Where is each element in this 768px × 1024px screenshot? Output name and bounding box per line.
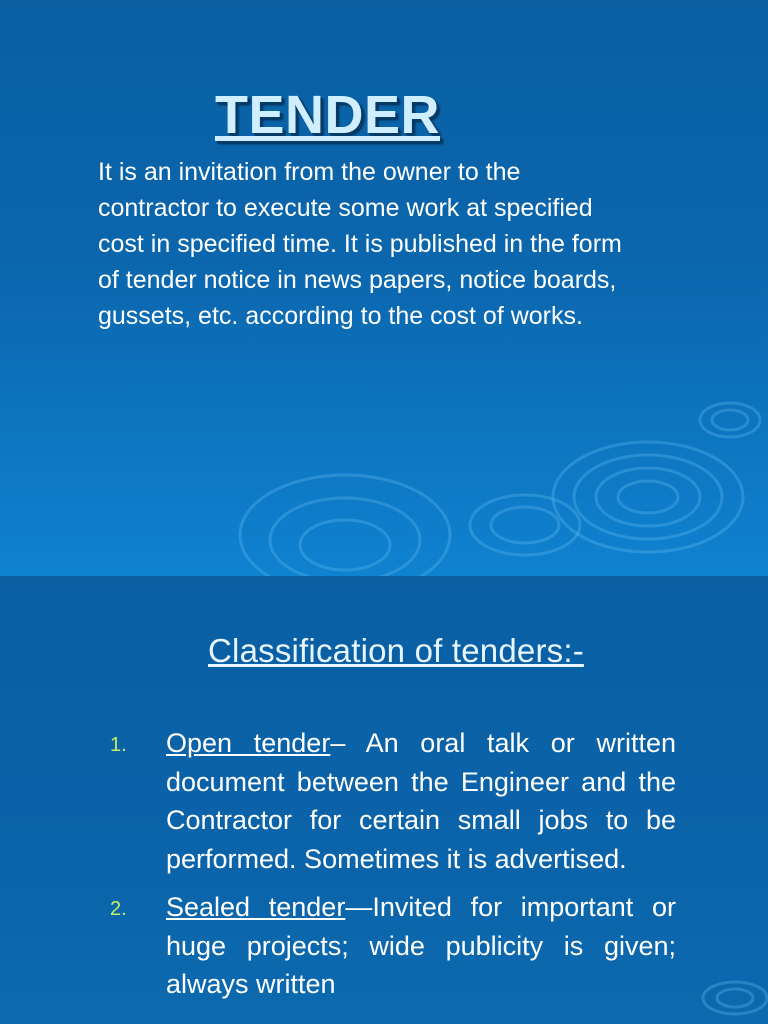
definition-paragraph: It is an invitation from the owner to the contractor to execute some work at specified cost in specified time. It is published in the form of tender notice in news papers, notice boards, gussets, etc. according to the cost of works. bbox=[98, 158, 622, 330]
list-item-text bbox=[166, 888, 676, 1004]
tender-description: —Invited for important or huge projects; wide publicity is given; always written bbox=[166, 892, 676, 999]
tender-types-list bbox=[110, 724, 676, 1014]
list-item bbox=[110, 888, 676, 1004]
list-number: 2. bbox=[110, 898, 127, 920]
slide-title: TENDER bbox=[215, 85, 441, 145]
tender-term: Open tender bbox=[166, 728, 331, 758]
list-item-text bbox=[166, 724, 676, 878]
slide-classification bbox=[0, 576, 768, 1024]
list-item bbox=[110, 724, 676, 878]
tender-term: Sealed tender bbox=[166, 892, 346, 922]
classification-heading: Classification of tenders:- bbox=[208, 632, 584, 669]
tender-description: – An oral talk or written document between the Engineer and the Contractor for certain small jobs to be performed. Sometimes it is advertised. bbox=[166, 728, 676, 874]
list-number: 1. bbox=[110, 734, 127, 756]
